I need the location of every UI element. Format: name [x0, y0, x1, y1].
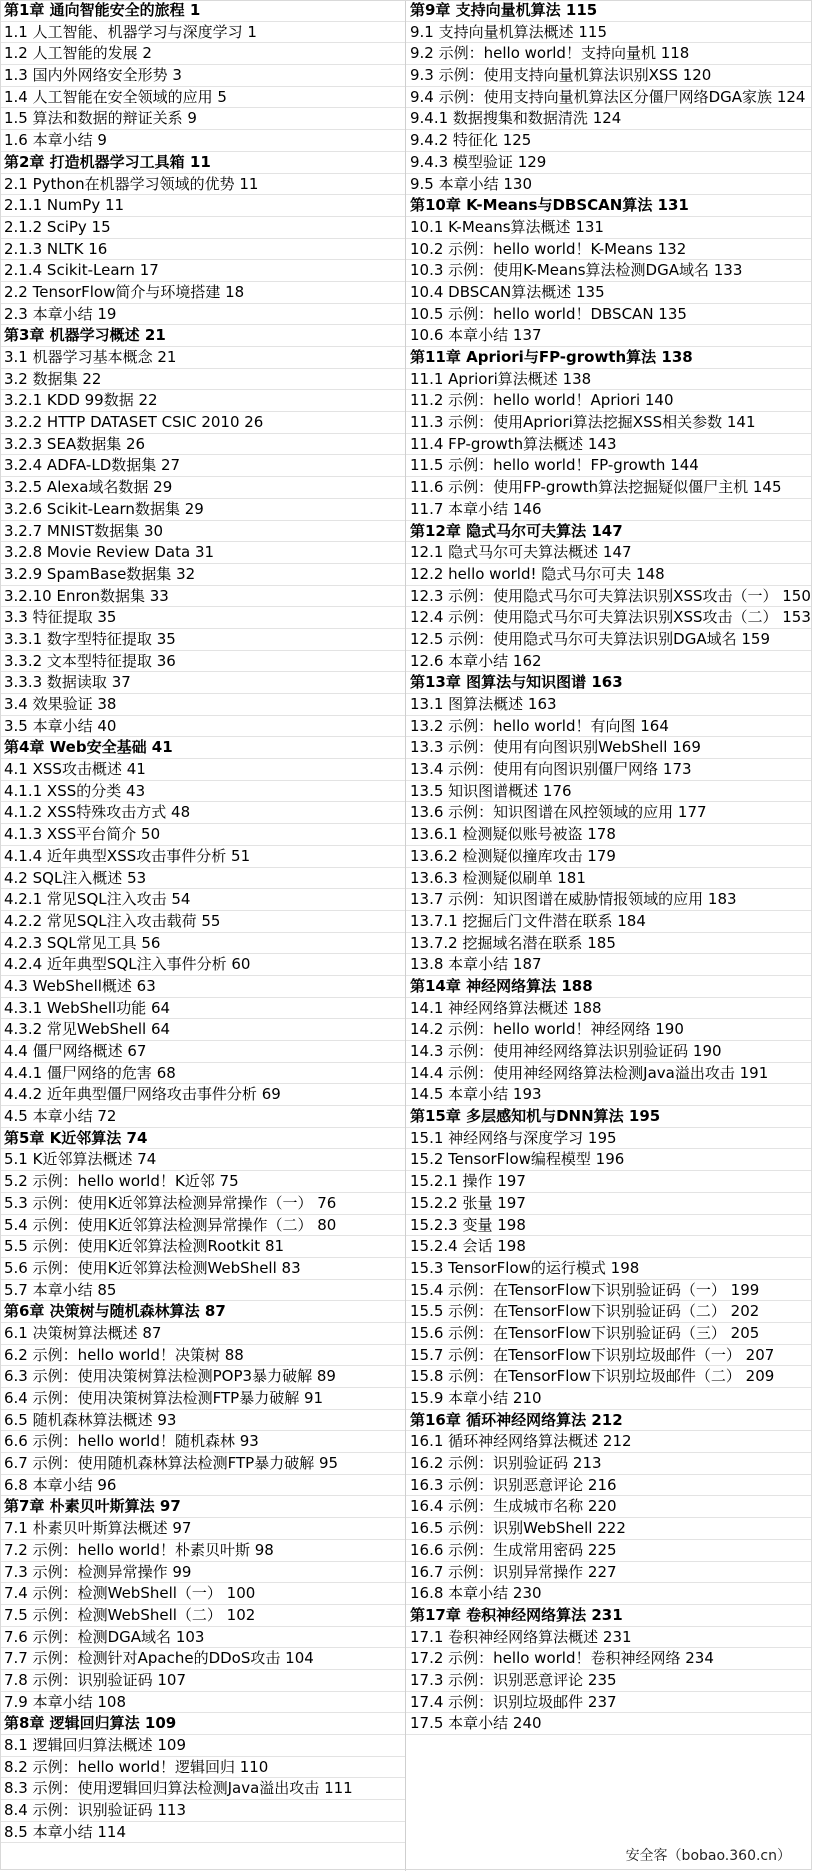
toc-chapter-heading: 第8章 逻辑回归算法 109: [0, 1713, 405, 1735]
toc-entry: 13.7.2 挖掘域名潜在联系 185: [406, 933, 811, 955]
toc-right-column: [406, 0, 811, 1735]
toc-chapter-heading: 第10章 K-Means与DBSCAN算法 131: [406, 195, 811, 217]
toc-entry: 11.2 示例：hello world！Apriori 140: [406, 390, 811, 412]
toc-chapter-heading: 第15章 多层感知机与DNN算法 195: [406, 1106, 811, 1128]
toc-entry: 10.5 示例：hello world！DBSCAN 135: [406, 304, 811, 326]
toc-entry: 5.1 K近邻算法概述 74: [0, 1149, 405, 1171]
toc-entry: 1.6 本章小结 9: [0, 130, 405, 152]
toc-entry: 15.6 示例：在TensorFlow下识别验证码（三） 205: [406, 1323, 811, 1345]
toc-entry: 4.1 XSS攻击概述 41: [0, 759, 405, 781]
toc-entry: 6.8 本章小结 96: [0, 1475, 405, 1497]
toc-entry: 7.3 示例：检测异常操作 99: [0, 1562, 405, 1584]
toc-chapter-heading: 第2章 打造机器学习工具箱 11: [0, 152, 405, 174]
toc-entry: 1.4 人工智能在安全领域的应用 5: [0, 87, 405, 109]
toc-entry: 15.1 神经网络与深度学习 195: [406, 1128, 811, 1150]
toc-entry: 3.2.10 Enron数据集 33: [0, 586, 405, 608]
toc-entry: 2.2 TensorFlow简介与环境搭建 18: [0, 282, 405, 304]
toc-entry: 2.1.1 NumPy 11: [0, 195, 405, 217]
toc-entry: 16.5 示例：识别WebShell 222: [406, 1518, 811, 1540]
toc-chapter-heading: 第6章 决策树与随机森林算法 87: [0, 1301, 405, 1323]
toc-entry: 7.6 示例：检测DGA域名 103: [0, 1627, 405, 1649]
toc-entry: 13.6.2 检测疑似撞库攻击 179: [406, 846, 811, 868]
toc-entry: 14.1 神经网络算法概述 188: [406, 998, 811, 1020]
toc-entry: 7.8 示例：识别验证码 107: [0, 1670, 405, 1692]
toc-entry: 4.2 SQL注入概述 53: [0, 868, 405, 890]
toc-entry: 3.2.5 Alexa域名数据 29: [0, 477, 405, 499]
toc-entry: 3.2.7 MNIST数据集 30: [0, 521, 405, 543]
toc-entry: 6.6 示例：hello world！随机森林 93: [0, 1431, 405, 1453]
toc-entry: 7.2 示例：hello world！朴素贝叶斯 98: [0, 1540, 405, 1562]
toc-chapter-heading: 第4章 Web安全基础 41: [0, 737, 405, 759]
toc-entry: 17.1 卷积神经网络算法概述 231: [406, 1627, 811, 1649]
toc-entry: 4.2.2 常见SQL注入攻击载荷 55: [0, 911, 405, 933]
toc-entry: 11.7 本章小结 146: [406, 499, 811, 521]
toc-entry: 6.4 示例：使用决策树算法检测FTP暴力破解 91: [0, 1388, 405, 1410]
toc-entry: 17.3 示例：识别恶意评论 235: [406, 1670, 811, 1692]
toc-entry: 9.5 本章小结 130: [406, 174, 811, 196]
toc-chapter-heading: 第3章 机器学习概述 21: [0, 325, 405, 347]
toc-entry: 5.3 示例：使用K近邻算法检测异常操作（一） 76: [0, 1193, 405, 1215]
toc-entry: 3.1 机器学习基本概念 21: [0, 347, 405, 369]
toc-entry: 1.3 国内外网络安全形势 3: [0, 65, 405, 87]
toc-entry: 5.7 本章小结 85: [0, 1280, 405, 1302]
toc-entry: 6.2 示例：hello world！决策树 88: [0, 1345, 405, 1367]
toc-entry: 12.3 示例：使用隐式马尔可夫算法识别XSS攻击（一） 150: [406, 586, 811, 608]
toc-entry: 13.6.1 检测疑似账号被盗 178: [406, 824, 811, 846]
toc-entry: 9.3 示例：使用支持向量机算法识别XSS 120: [406, 65, 811, 87]
toc-entry: 1.2 人工智能的发展 2: [0, 43, 405, 65]
toc-entry: 9.1 支持向量机算法概述 115: [406, 22, 811, 44]
toc-entry: 8.5 本章小结 114: [0, 1822, 405, 1844]
toc-entry: 9.2 示例：hello world！支持向量机 118: [406, 43, 811, 65]
toc-chapter-heading: 第17章 卷积神经网络算法 231: [406, 1605, 811, 1627]
toc-entry: 16.8 本章小结 230: [406, 1583, 811, 1605]
toc-entry: 10.6 本章小结 137: [406, 325, 811, 347]
toc-entry: 4.4.1 僵尸网络的危害 68: [0, 1063, 405, 1085]
toc-entry: 4.2.4 近年典型SQL注入事件分析 60: [0, 954, 405, 976]
toc-entry: 16.1 循环神经网络算法概述 212: [406, 1431, 811, 1453]
toc-entry: 2.1.2 SciPy 15: [0, 217, 405, 239]
toc-entry: 15.2.4 会话 198: [406, 1236, 811, 1258]
toc-entry: 10.1 K-Means算法概述 131: [406, 217, 811, 239]
toc-entry: 13.7 示例：知识图谱在威胁情报领域的应用 183: [406, 889, 811, 911]
toc-entry: 11.1 Apriori算法概述 138: [406, 369, 811, 391]
toc-entry: 1.5 算法和数据的辩证关系 9: [0, 108, 405, 130]
toc-entry: 4.3.1 WebShell功能 64: [0, 998, 405, 1020]
toc-chapter-heading: 第1章 通向智能安全的旅程 1: [0, 0, 405, 22]
toc-entry: 15.4 示例：在TensorFlow下识别验证码（一） 199: [406, 1280, 811, 1302]
toc-entry: 2.3 本章小结 19: [0, 304, 405, 326]
toc-entry: 12.5 示例：使用隐式马尔可夫算法识别DGA域名 159: [406, 629, 811, 651]
toc-entry: 12.1 隐式马尔可夫算法概述 147: [406, 542, 811, 564]
toc-entry: 17.4 示例：识别垃圾邮件 237: [406, 1692, 811, 1714]
toc-entry: 17.2 示例：hello world！卷积神经网络 234: [406, 1648, 811, 1670]
toc-entry: 3.3.3 数据读取 37: [0, 672, 405, 694]
toc-entry: 3.4 效果验证 38: [0, 694, 405, 716]
toc-entry: 15.2.3 变量 198: [406, 1215, 811, 1237]
toc-entry: 4.1.2 XSS特殊攻击方式 48: [0, 802, 405, 824]
toc-entry: 3.2.6 Scikit-Learn数据集 29: [0, 499, 405, 521]
toc-entry: 16.6 示例：生成常用密码 225: [406, 1540, 811, 1562]
toc-entry: 13.6.3 检测疑似刷单 181: [406, 868, 811, 890]
toc-chapter-heading: 第9章 支持向量机算法 115: [406, 0, 811, 22]
toc-entry: 15.2.2 张量 197: [406, 1193, 811, 1215]
toc-entry: 15.9 本章小结 210: [406, 1388, 811, 1410]
toc-chapter-heading: 第14章 神经网络算法 188: [406, 976, 811, 998]
toc-entry: 1.1 人工智能、机器学习与深度学习 1: [0, 22, 405, 44]
toc-entry: 10.3 示例：使用K-Means算法检测DGA域名 133: [406, 260, 811, 282]
toc-chapter-heading: 第12章 隐式马尔可夫算法 147: [406, 521, 811, 543]
toc-chapter-heading: 第11章 Apriori与FP-growth算法 138: [406, 347, 811, 369]
toc-entry: 5.2 示例：hello world！K近邻 75: [0, 1171, 405, 1193]
toc-entry: 7.7 示例：检测针对Apache的DDoS攻击 104: [0, 1648, 405, 1670]
toc-entry: 7.9 本章小结 108: [0, 1692, 405, 1714]
toc-entry: 3.2.4 ADFA-LD数据集 27: [0, 455, 405, 477]
toc-entry: 14.5 本章小结 193: [406, 1084, 811, 1106]
toc-entry: 8.4 示例：识别验证码 113: [0, 1800, 405, 1822]
toc-entry: 13.6 示例：知识图谱在风控领域的应用 177: [406, 802, 811, 824]
toc-entry: 8.2 示例：hello world！逻辑回归 110: [0, 1757, 405, 1779]
toc-entry: 3.2.2 HTTP DATASET CSIC 2010 26: [0, 412, 405, 434]
toc-entry: 13.5 知识图谱概述 176: [406, 781, 811, 803]
toc-entry: 6.1 决策树算法概述 87: [0, 1323, 405, 1345]
toc-entry: 3.2.8 Movie Review Data 31: [0, 542, 405, 564]
toc-entry: 16.4 示例：生成城市名称 220: [406, 1496, 811, 1518]
toc-entry: 9.4.1 数据搜集和数据清洗 124: [406, 108, 811, 130]
toc-entry: 10.4 DBSCAN算法概述 135: [406, 282, 811, 304]
toc-entry: 15.2.1 操作 197: [406, 1171, 811, 1193]
toc-entry: 6.3 示例：使用决策树算法检测POP3暴力破解 89: [0, 1366, 405, 1388]
toc-entry: 11.6 示例：使用FP-growth算法挖掘疑似僵尸主机 145: [406, 477, 811, 499]
toc-left-column: [0, 0, 405, 1843]
toc-entry: 3.5 本章小结 40: [0, 716, 405, 738]
toc-chapter-heading: 第13章 图算法与知识图谱 163: [406, 672, 811, 694]
toc-entry: 13.4 示例：使用有向图识别僵尸网络 173: [406, 759, 811, 781]
toc-entry: 4.1.4 近年典型XSS攻击事件分析 51: [0, 846, 405, 868]
toc-entry: 15.3 TensorFlow的运行模式 198: [406, 1258, 811, 1280]
toc-entry: 4.1.3 XSS平台简介 50: [0, 824, 405, 846]
toc-entry: 4.5 本章小结 72: [0, 1106, 405, 1128]
toc-entry: 5.4 示例：使用K近邻算法检测异常操作（二） 80: [0, 1215, 405, 1237]
toc-entry: 14.3 示例：使用神经网络算法识别验证码 190: [406, 1041, 811, 1063]
toc-entry: 3.3 特征提取 35: [0, 607, 405, 629]
toc-entry: 2.1.4 Scikit-Learn 17: [0, 260, 405, 282]
toc-entry: 13.8 本章小结 187: [406, 954, 811, 976]
toc-entry: 11.5 示例：hello world！FP-growth 144: [406, 455, 811, 477]
toc-entry: 9.4.2 特征化 125: [406, 130, 811, 152]
toc-entry: 4.1.1 XSS的分类 43: [0, 781, 405, 803]
toc-entry: 15.8 示例：在TensorFlow下识别垃圾邮件（二） 209: [406, 1366, 811, 1388]
toc-entry: 15.5 示例：在TensorFlow下识别验证码（二） 202: [406, 1301, 811, 1323]
toc-entry: 13.2 示例：hello world！有向图 164: [406, 716, 811, 738]
toc-entry: 4.3 WebShell概述 63: [0, 976, 405, 998]
toc-entry: 14.4 示例：使用神经网络算法检测Java溢出攻击 191: [406, 1063, 811, 1085]
toc-entry: 10.2 示例：hello world！K-Means 132: [406, 239, 811, 261]
toc-entry: 6.5 随机森林算法概述 93: [0, 1410, 405, 1432]
toc-entry: 4.2.3 SQL常见工具 56: [0, 933, 405, 955]
toc-entry: 2.1 Python在机器学习领域的优势 11: [0, 174, 405, 196]
toc-entry: 12.4 示例：使用隐式马尔可夫算法识别XSS攻击（二） 153: [406, 607, 811, 629]
toc-entry: 11.3 示例：使用Apriori算法挖掘XSS相关参数 141: [406, 412, 811, 434]
toc-entry: 8.1 逻辑回归算法概述 109: [0, 1735, 405, 1757]
toc-chapter-heading: 第5章 K近邻算法 74: [0, 1128, 405, 1150]
toc-entry: 17.5 本章小结 240: [406, 1713, 811, 1735]
toc-entry: 3.2.1 KDD 99数据 22: [0, 390, 405, 412]
toc-entry: 11.4 FP-growth算法概述 143: [406, 434, 811, 456]
toc-entry: 12.2 hello world! 隐式马尔可夫 148: [406, 564, 811, 586]
toc-entry: 14.2 示例：hello world！神经网络 190: [406, 1019, 811, 1041]
toc-entry: 16.7 示例：识别异常操作 227: [406, 1562, 811, 1584]
toc-entry: 13.1 图算法概述 163: [406, 694, 811, 716]
toc-chapter-heading: 第7章 朴素贝叶斯算法 97: [0, 1496, 405, 1518]
toc-chapter-heading: 第16章 循环神经网络算法 212: [406, 1410, 811, 1432]
toc-entry: 9.4.3 模型验证 129: [406, 152, 811, 174]
toc-entry: 4.4.2 近年典型僵尸网络攻击事件分析 69: [0, 1084, 405, 1106]
toc-entry: 16.3 示例：识别恶意评论 216: [406, 1475, 811, 1497]
toc-entry: 13.7.1 挖掘后门文件潜在联系 184: [406, 911, 811, 933]
toc-entry: 15.7 示例：在TensorFlow下识别垃圾邮件（一） 207: [406, 1345, 811, 1367]
toc-entry: 7.1 朴素贝叶斯算法概述 97: [0, 1518, 405, 1540]
toc-entry: 7.4 示例：检测WebShell（一） 100: [0, 1583, 405, 1605]
toc-entry: 3.2.9 SpamBase数据集 32: [0, 564, 405, 586]
watermark: 安全客（bobao.360.cn）: [625, 1848, 791, 1864]
toc-entry: 4.2.1 常见SQL注入攻击 54: [0, 889, 405, 911]
toc-entry: 6.7 示例：使用随机森林算法检测FTP暴力破解 95: [0, 1453, 405, 1475]
toc-entry: 4.3.2 常见WebShell 64: [0, 1019, 405, 1041]
toc-entry: 16.2 示例：识别验证码 213: [406, 1453, 811, 1475]
toc-entry: 9.4 示例：使用支持向量机算法区分僵尸网络DGA家族 124: [406, 87, 811, 109]
toc-entry: 4.4 僵尸网络概述 67: [0, 1041, 405, 1063]
toc-entry: 8.3 示例：使用逻辑回归算法检测Java溢出攻击 111: [0, 1778, 405, 1800]
toc-entry: 3.2 数据集 22: [0, 369, 405, 391]
toc-entry: 7.5 示例：检测WebShell（二） 102: [0, 1605, 405, 1627]
toc-entry: 5.5 示例：使用K近邻算法检测Rootkit 81: [0, 1236, 405, 1258]
toc-entry: 2.1.3 NLTK 16: [0, 239, 405, 261]
toc-entry: 3.3.1 数字型特征提取 35: [0, 629, 405, 651]
toc-entry: 3.2.3 SEA数据集 26: [0, 434, 405, 456]
toc-entry: 12.6 本章小结 162: [406, 651, 811, 673]
toc-entry: 13.3 示例：使用有向图识别WebShell 169: [406, 737, 811, 759]
toc-entry: 3.3.2 文本型特征提取 36: [0, 651, 405, 673]
toc-entry: 5.6 示例：使用K近邻算法检测WebShell 83: [0, 1258, 405, 1280]
toc-entry: 15.2 TensorFlow编程模型 196: [406, 1149, 811, 1171]
